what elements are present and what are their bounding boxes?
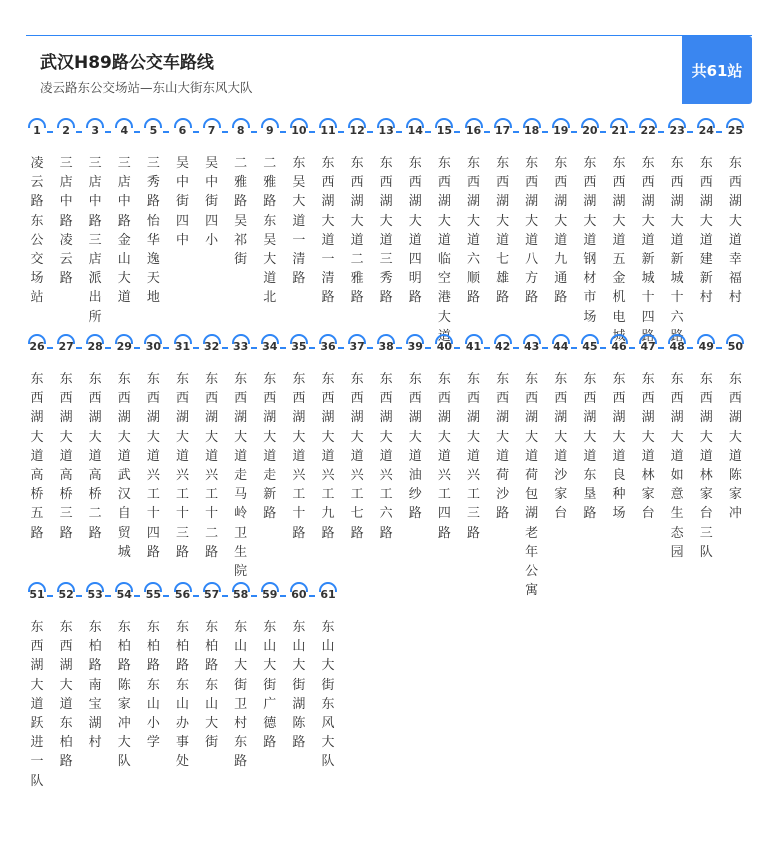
stop-item[interactable]: [548, 334, 577, 594]
stop-name: 东西湖大道兴工四路: [437, 372, 451, 541]
stop-name: 东西湖大道兴工十三路: [175, 372, 189, 560]
stop-item[interactable]: [519, 334, 548, 599]
stop-number: 30: [145, 340, 162, 353]
stop-number: 18: [524, 124, 540, 137]
route-connector: [105, 131, 111, 133]
stop-item[interactable]: [373, 334, 402, 594]
stop-item[interactable]: [199, 582, 228, 842]
stop-name: 东西湖大道走马岭卫生院: [234, 372, 248, 580]
stop-item[interactable]: [140, 582, 169, 842]
stop-number: 48: [669, 340, 685, 353]
stop-name: 东山大街东风大队: [321, 620, 335, 770]
stop-name: 二雅路东吴大道北: [263, 156, 277, 306]
route-connector: [367, 131, 373, 133]
route-connector: [338, 131, 344, 133]
stop-number: 6: [178, 124, 187, 137]
stop-name: 东西湖大道临空港大道: [437, 156, 451, 344]
stop-number: 38: [378, 340, 394, 353]
stop-number: 14: [407, 124, 423, 137]
route-connector: [600, 131, 606, 133]
stop-item[interactable]: [664, 334, 693, 594]
route-connector: [716, 131, 722, 133]
route-subtitle: 凌云路东公交场站—东山大街东风大队: [40, 80, 253, 95]
stop-number: 46: [611, 340, 627, 353]
route-connector: [105, 595, 111, 597]
stop-number: 9: [265, 124, 274, 137]
route-header: [26, 35, 752, 106]
route-connector: [454, 131, 460, 133]
stop-number: 15: [436, 124, 453, 137]
route-connector: [571, 347, 577, 349]
stop-number: 47: [640, 340, 656, 353]
route-connector: [309, 347, 315, 349]
stop-number: 45: [582, 340, 598, 353]
stop-number: 55: [145, 588, 162, 601]
stop-item[interactable]: [170, 334, 199, 594]
stop-number: 44: [553, 340, 569, 353]
route-connector: [396, 347, 402, 349]
route-connector: [454, 347, 460, 349]
stop-name: 东西湖大道建新村: [699, 156, 713, 306]
route-connector: [47, 595, 53, 597]
stop-name: 东西湖大道兴工七路: [350, 372, 364, 541]
stop-name: 东西湖大道沙家台: [554, 372, 568, 522]
stop-number: 58: [233, 588, 249, 601]
stop-name: 东西湖大道林家台: [641, 372, 655, 522]
stop-name: 东柏路陈家冲大队: [117, 620, 131, 770]
route-connector: [222, 347, 228, 349]
stop-item[interactable]: [24, 582, 53, 842]
stop-name: 东西湖大道荷沙路: [496, 372, 510, 522]
stop-item[interactable]: [693, 334, 722, 594]
stop-number: 37: [349, 340, 365, 353]
route-connector: [163, 131, 169, 133]
stop-item[interactable]: [111, 334, 140, 594]
stop-name: 三秀路怡华逸天地: [146, 156, 160, 306]
route-connector: [484, 347, 490, 349]
stop-item[interactable]: [461, 334, 490, 594]
stop-number: 27: [58, 340, 74, 353]
stop-item[interactable]: [228, 334, 257, 594]
stop-name: 东西湖大道兴工十二路: [205, 372, 219, 560]
stop-name: 东西湖大道高桥三路: [59, 372, 73, 541]
stop-number: 22: [640, 124, 656, 137]
stop-number: 23: [669, 124, 685, 137]
stop-item[interactable]: [344, 334, 373, 594]
route-connector: [280, 131, 286, 133]
stop-name: 东西湖大道陈家冲: [728, 372, 742, 522]
stop-number: 57: [203, 588, 220, 601]
stop-name: 东西湖大道新城十四路: [641, 156, 655, 344]
stop-number: 17: [494, 124, 511, 137]
stop-number: 8: [236, 124, 245, 137]
stop-name: 东西湖大道跃进一队: [30, 620, 44, 789]
stop-name: 东西湖大道九通路: [554, 156, 568, 306]
route-connector: [367, 347, 373, 349]
stop-number: 36: [320, 340, 336, 353]
route-connector: [76, 347, 82, 349]
stop-number: 2: [62, 124, 70, 137]
stop-name: 东西湖大道七雄路: [496, 156, 510, 306]
stop-item[interactable]: [53, 582, 82, 842]
route-connector: [309, 131, 315, 133]
stop-number: 35: [291, 340, 307, 353]
stop-name: 东柏路东山大街: [205, 620, 219, 751]
stop-number: 3: [91, 124, 100, 137]
stop-number: 33: [233, 340, 249, 353]
stop-item[interactable]: [82, 334, 111, 594]
stop-name: 东西湖大道高桥二路: [88, 372, 102, 541]
route-connector: [76, 131, 82, 133]
stop-number: 13: [378, 124, 394, 137]
stop-item[interactable]: [24, 334, 53, 594]
route-connector: [47, 131, 53, 133]
stop-number: 60: [291, 588, 307, 601]
route-connector: [716, 347, 722, 349]
stop-number: 49: [698, 340, 714, 353]
stop-name: 三店中路三店派出所: [88, 156, 102, 325]
stop-number: 7: [207, 124, 216, 137]
stop-name: 东西湖大道五金机电城: [612, 156, 626, 344]
route-connector: [571, 131, 577, 133]
stop-name: 东西湖大道兴工十路: [292, 372, 306, 541]
route-connector: [76, 595, 82, 597]
stop-name: 东西湖大道一清路: [321, 156, 335, 306]
stop-number: 10: [291, 124, 307, 137]
stop-item[interactable]: [577, 334, 606, 594]
stop-name: 东山大街湖陈路: [292, 620, 306, 751]
route-connector: [251, 131, 257, 133]
stop-name: 东西湖大道六顺路: [466, 156, 480, 306]
stop-item[interactable]: [402, 334, 431, 594]
stop-name: 东柏路东山小学: [146, 620, 160, 751]
stop-number: 29: [116, 340, 132, 353]
stop-name: 东西湖大道武汉自贸城: [117, 372, 131, 560]
route-connector: [193, 131, 199, 133]
route-connector: [484, 131, 490, 133]
stop-name: 凌云路东公交场站: [30, 156, 44, 306]
stop-name: 东西湖大道钢材市场: [583, 156, 597, 325]
route-connector: [629, 131, 635, 133]
stop-name: 东西湖大道三秀路: [379, 156, 393, 306]
stop-number: 34: [262, 340, 278, 353]
route-connector: [425, 347, 431, 349]
stop-number: 21: [611, 124, 627, 137]
stop-number: 40: [436, 340, 453, 353]
page-title: 武汉H89路公交车路线: [40, 53, 214, 73]
stop-name: 东山大街广德路: [263, 620, 277, 751]
stop-name: 东柏路东山办事处: [175, 620, 189, 770]
stop-item[interactable]: [606, 334, 635, 594]
stop-name: 东西湖大道林家台三队: [699, 372, 713, 560]
stop-item[interactable]: [490, 334, 519, 594]
stop-number: 50: [727, 340, 744, 353]
stop-number: 28: [87, 340, 103, 353]
route-connector: [222, 595, 228, 597]
stop-item[interactable]: [228, 582, 257, 842]
route-connector: [105, 347, 111, 349]
route-connector: [658, 131, 664, 133]
stop-item[interactable]: [170, 582, 199, 842]
stop-item[interactable]: [315, 334, 344, 594]
stop-item[interactable]: [722, 334, 751, 594]
route-connector: [600, 347, 606, 349]
route-connector: [513, 347, 519, 349]
route-connector: [658, 347, 664, 349]
stop-number: 51: [29, 588, 45, 601]
stop-number: 53: [87, 588, 103, 601]
stop-number: 32: [203, 340, 220, 353]
stop-number: 39: [407, 340, 423, 353]
route-connector: [134, 347, 140, 349]
stop-number: 41: [465, 340, 482, 353]
stop-name: 东西湖大道新城十六路: [670, 156, 684, 344]
stop-item[interactable]: [315, 582, 344, 842]
stop-number: 20: [582, 124, 598, 137]
stop-name: 吴中街四小: [205, 156, 219, 248]
stop-number: 16: [465, 124, 482, 137]
route-connector: [193, 595, 199, 597]
stop-number: 24: [698, 124, 714, 137]
stop-name: 东西湖大道油纱路: [408, 372, 422, 522]
stop-number: 59: [262, 588, 278, 601]
stop-name: 东西湖大道兴工六路: [379, 372, 393, 541]
stop-item[interactable]: [257, 334, 286, 594]
stop-name: 吴中街四中: [175, 156, 189, 248]
stop-number: 19: [553, 124, 569, 137]
route-connector: [513, 131, 519, 133]
route-connector: [251, 595, 257, 597]
stop-name: 东柏路南宝湖村: [88, 620, 102, 751]
stop-number: 43: [524, 340, 540, 353]
stop-name: 东西湖大道如意生态园: [670, 372, 684, 560]
route-connector: [222, 131, 228, 133]
stop-name: 东西湖大道二雅路: [350, 156, 364, 306]
stop-name: 东西湖大道兴工十四路: [146, 372, 160, 560]
stop-name: 东山大街卫村东路: [234, 620, 248, 770]
stop-name: 东西湖大道四明路: [408, 156, 422, 306]
stop-name: 东吴大道一清路: [292, 156, 306, 287]
route-connector: [193, 347, 199, 349]
stop-number: 25: [727, 124, 744, 137]
stop-item[interactable]: [257, 582, 286, 842]
route-connector: [163, 347, 169, 349]
stop-item[interactable]: [199, 334, 228, 594]
stop-name: 东西湖大道东柏路: [59, 620, 73, 770]
stop-number: 56: [174, 588, 191, 601]
stop-number: 61: [320, 588, 336, 601]
stop-item[interactable]: [111, 582, 140, 842]
stop-name: 三店中路凌云路: [59, 156, 73, 287]
route-connector: [251, 347, 257, 349]
route-connector: [629, 347, 635, 349]
stop-name: 东西湖大道兴工九路: [321, 372, 335, 541]
stop-name: 东西湖大道幸福村: [728, 156, 742, 306]
route-connector: [134, 595, 140, 597]
stop-item[interactable]: [140, 334, 169, 594]
stop-name: 三店中路金山大道: [117, 156, 131, 306]
route-connector: [687, 131, 693, 133]
route-connector: [542, 347, 548, 349]
stop-number: 1: [33, 124, 41, 137]
stop-number: 52: [58, 588, 74, 601]
stop-item[interactable]: [82, 582, 111, 842]
stop-number: 31: [174, 340, 191, 353]
stop-name: 二雅路吴祁街: [234, 156, 248, 268]
route-connector: [396, 131, 402, 133]
stop-number: 42: [494, 340, 511, 353]
stop-number: 4: [120, 124, 129, 137]
stop-name: 东西湖大道兴工三路: [466, 372, 480, 541]
route-connector: [280, 595, 286, 597]
stop-item[interactable]: [431, 334, 460, 594]
stop-number: 11: [320, 124, 336, 137]
route-connector: [338, 347, 344, 349]
stop-item[interactable]: [286, 582, 315, 842]
route-connector: [425, 131, 431, 133]
route-connector: [280, 347, 286, 349]
route-connector: [163, 595, 169, 597]
stop-number: 5: [149, 124, 158, 137]
stop-item[interactable]: [53, 334, 82, 594]
route-connector: [687, 347, 693, 349]
route-connector: [542, 131, 548, 133]
stop-name: 东西湖大道良种场: [612, 372, 626, 522]
stop-name: 东西湖大道荷包湖老年公寓: [525, 372, 539, 599]
stop-name: 东西湖大道走新路: [263, 372, 277, 522]
stop-item[interactable]: [635, 334, 664, 594]
stop-number: 26: [29, 340, 45, 353]
route-connector: [47, 347, 53, 349]
stop-number: 54: [116, 588, 132, 601]
stop-item[interactable]: [286, 334, 315, 594]
stop-name: 东西湖大道高桥五路: [30, 372, 44, 541]
stop-number: 12: [349, 124, 365, 137]
route-connector: [309, 595, 315, 597]
route-connector: [134, 131, 140, 133]
stop-count-badge: 共61站: [682, 36, 752, 104]
stop-name: 东西湖大道东垦路: [583, 372, 597, 522]
stop-name: 东西湖大道八方路: [525, 156, 539, 306]
